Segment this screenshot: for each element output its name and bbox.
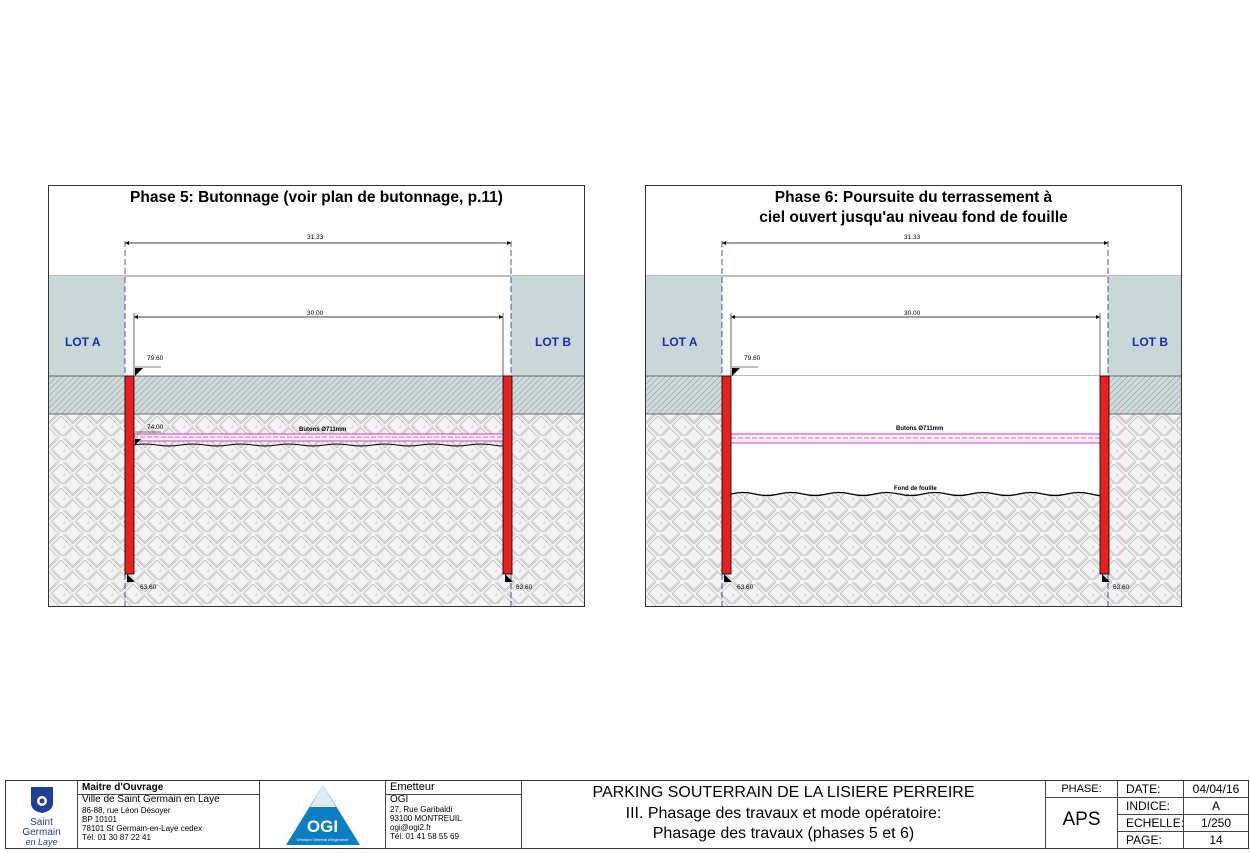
right-diaphragm-wall (503, 376, 512, 574)
owner-cell (78, 781, 260, 848)
issuer-addr1: 27, Rue Garibaldi (390, 805, 453, 814)
right-diaphragm-wall (1100, 376, 1109, 574)
issuer-tel: Tél. 01 41 58 55 69 (390, 832, 459, 841)
page-label: PAGE: (1126, 833, 1162, 847)
excavation-label: Fond de fouille (894, 486, 937, 492)
phase5-title: Phase 5: Butonnage (voir plan de butonnage, p.11) (130, 189, 503, 206)
phase5-drawing (49, 186, 585, 607)
phase5-panel (48, 185, 585, 607)
left-diaphragm-wall (125, 376, 134, 574)
date-label: DATE: (1126, 782, 1161, 796)
city-logo-cell (6, 781, 78, 848)
phase6-panel (645, 185, 1182, 607)
lot-a-label: LOT A (65, 335, 101, 349)
title-block (5, 780, 1249, 849)
project-subtitle-2: Phasage des travaux (phases 5 et 6) (652, 825, 915, 842)
phase6-title: Phase 6: Poursuite du terrassement à ciel ouvert jusqu'au niveau fond de fouille (759, 189, 1068, 226)
lot-a-block (49, 276, 125, 376)
strut-label: Butons Ø711mm (896, 426, 944, 432)
issuer-name: OGI (390, 794, 409, 805)
level-bottom-left: 63.60 (737, 584, 754, 591)
lot-b-label: LOT B (1132, 335, 1168, 349)
page-value: 14 (1209, 833, 1223, 847)
ogi-logo-cell (260, 781, 386, 848)
indice-label: INDICE: (1126, 799, 1171, 813)
issuer-email: ogi@ogi2.fr (390, 823, 432, 832)
dim-outer: 31.33 (307, 234, 324, 241)
owner-tel: Tél. 01 30 87 22 41 (82, 833, 151, 842)
owner-addr2: BP 10101 (82, 815, 117, 824)
lot-a-label: LOT A (662, 335, 698, 349)
meta-labels-cell (1118, 781, 1184, 848)
dim-inner: 30.00 (904, 310, 921, 317)
logo-text-3: en Laye (25, 837, 58, 847)
owner-name: Ville de Saint Germain en Laye (82, 794, 220, 805)
issuer-cell (386, 781, 522, 848)
project-cell (522, 781, 1046, 848)
level-bottom-left: 63.60 (140, 584, 157, 591)
lot-b-block (1108, 276, 1182, 376)
lot-a-block (646, 276, 722, 376)
issuer-addr2: 93100 MONTREUIL (390, 814, 462, 823)
issuer-heading: Emetteur (390, 781, 435, 793)
city-crest-icon (25, 787, 59, 813)
level-top: 79.60 (147, 355, 164, 362)
logo-text-1: Saint (30, 817, 53, 828)
logo-text-2: Germain (22, 827, 61, 838)
indice-value: A (1211, 799, 1220, 813)
dim-outer: 31.33 (904, 234, 921, 241)
level-bottom-right: 63.60 (1113, 584, 1130, 591)
owner-heading: Maitre d'Ouvrage (82, 782, 164, 793)
level-bottom-right: 63.60 (516, 584, 533, 591)
ogi-tagline: Omnium Général d'Ingénierie (296, 837, 349, 842)
meta-values-cell (1184, 781, 1248, 848)
left-diaphragm-wall (722, 376, 731, 574)
ogi-logo-text: OGI (306, 817, 339, 836)
project-title: PARKING SOUTERRAIN DE LA LISIERE PERREIRE (592, 784, 975, 801)
dim-inner: 30.00 (307, 310, 324, 317)
echelle-value: 1/250 (1200, 816, 1232, 830)
owner-addr3: 78101 St Germain-en-Laye cedex (82, 824, 203, 833)
lot-b-block (511, 276, 585, 376)
strut-label: Butons Ø711mm (299, 427, 347, 433)
owner-addr1: 86-88, rue Léon Désoyer (82, 806, 171, 815)
phase-cell (1046, 781, 1118, 848)
date-value: 04/04/16 (1192, 782, 1240, 796)
phase6-drawing (646, 186, 1182, 607)
lot-b-label: LOT B (535, 335, 571, 349)
level-top: 79.60 (744, 355, 761, 362)
level-strut: 74.00 (147, 424, 164, 431)
phase-label: PHASE: (1061, 783, 1102, 795)
echelle-label: ECHELLE: (1126, 816, 1185, 830)
project-subtitle-1: III. Phasage des travaux et mode opératoire: (625, 805, 942, 822)
phase-value: APS (1062, 809, 1101, 830)
